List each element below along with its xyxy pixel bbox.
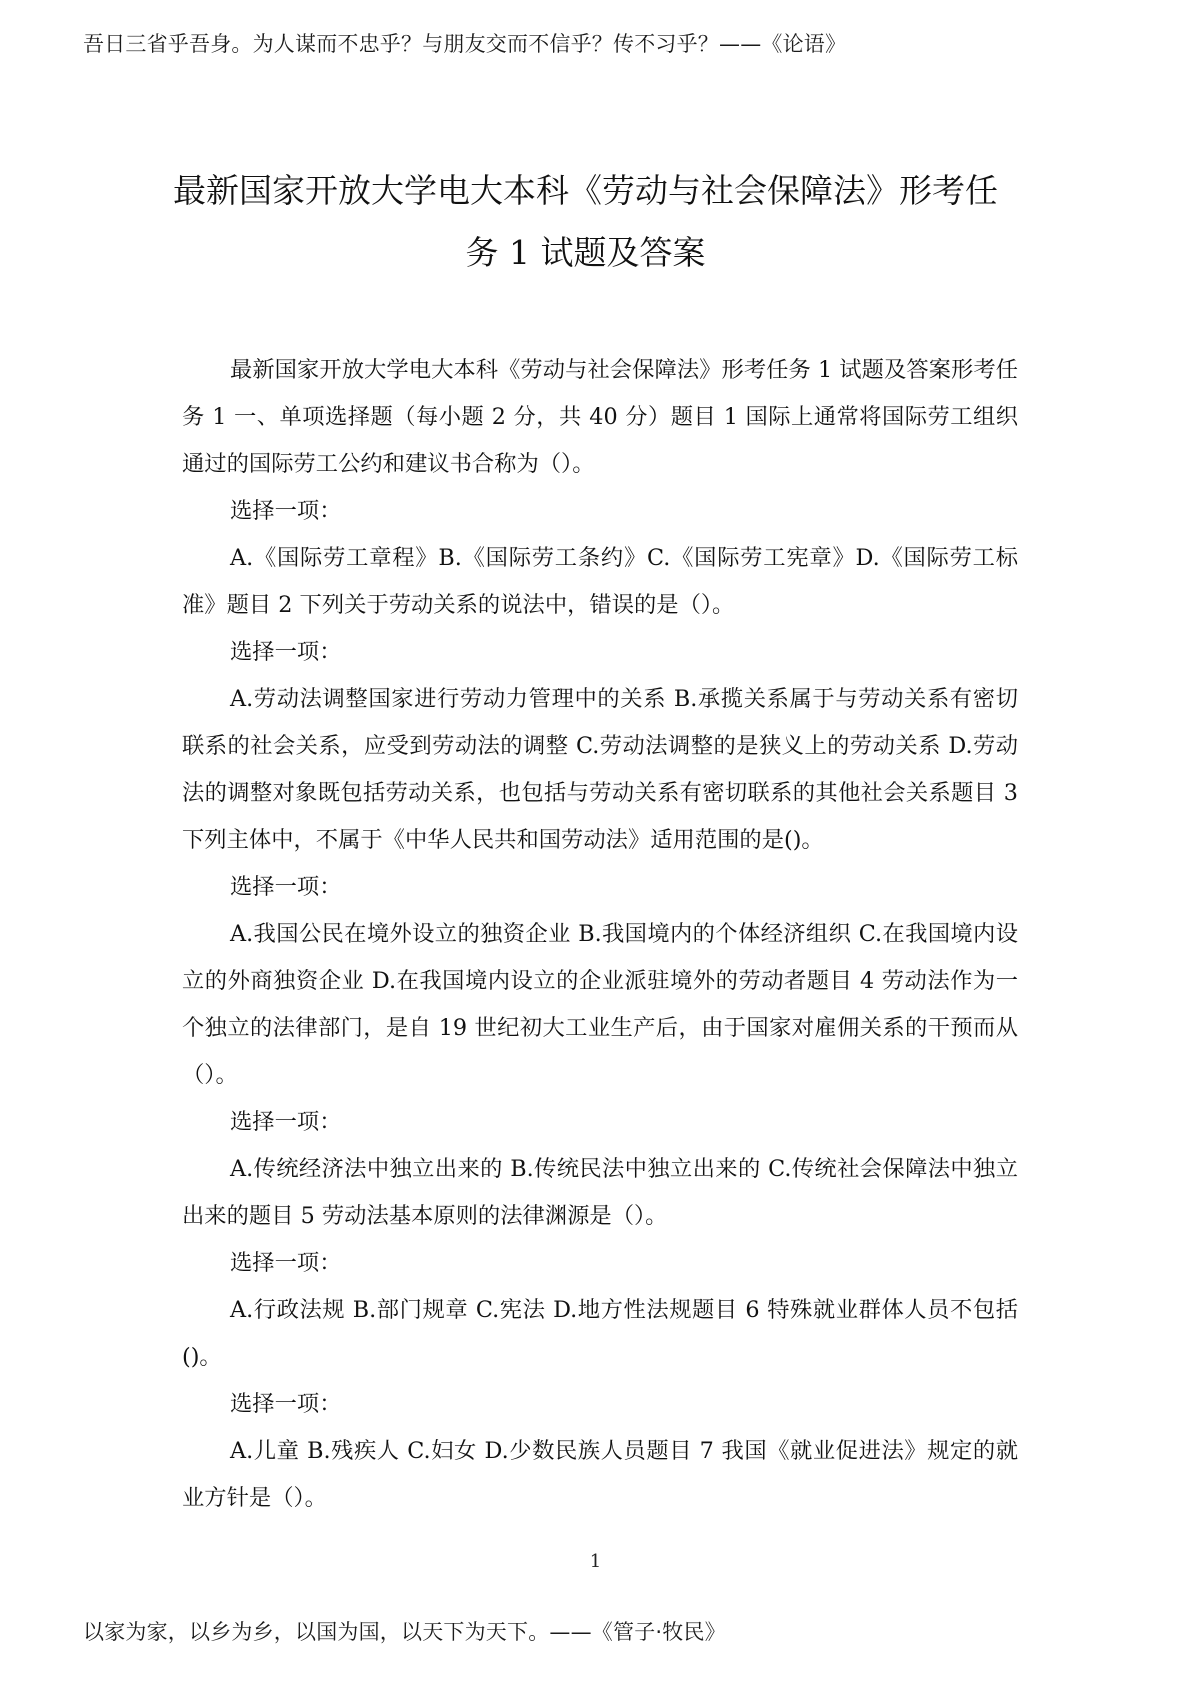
title-line-1: 最新国家开放大学电大本科《劳动与社会保障法》形考任 bbox=[173, 171, 998, 210]
footer-quote: 以家为家，以乡为乡，以国为国，以天下为天下。——《管子·牧民》 bbox=[83, 1620, 726, 1644]
paragraph-options-question-5: A.传统经济法中独立出来的 B.传统民法中独立出来的 C.传统社会保障法中独立出来的题目 5 劳动法基本原则的法律渊源是（）。 bbox=[182, 1156, 1018, 1229]
paragraph-options-question-6: A.行政法规 B.部门规章 C.宪法 D.地方性法规题目 6 特殊就业群体人员不包括()。 bbox=[182, 1297, 1018, 1370]
paragraph-options-question-3: A.劳动法调整国家进行劳动力管理中的关系 B.承揽关系属于与劳动关系有密切联系的社会关系，应受到劳动法的调整 C.劳动法调整的是狭义上的劳动关系 D.劳动法的调整对象既包括劳动关系，也包括与劳动关系有密切联系的其他社会关系题目 3 下列主体中，不属于《中华人民共和国劳动法》适用范围的是()。 bbox=[182, 686, 1018, 853]
select-one-label: 选择一项： bbox=[230, 498, 342, 524]
select-one-label: 选择一项： bbox=[230, 1391, 342, 1417]
paragraph-options-question-4: A.我国公民在境外设立的独资企业 B.我国境内的个体经济组织 C.在我国境内设立的外商独资企业 D.在我国境内设立的企业派驻境外的劳动者题目 4 劳动法作为一个独立的法律部门，是自 19 世纪初大工业生产后，由于国家对雇佣关系的干预而从（）。 bbox=[182, 921, 1018, 1088]
select-one-label: 选择一项： bbox=[230, 639, 342, 665]
select-one-label: 选择一项： bbox=[230, 874, 342, 900]
select-one-label: 选择一项： bbox=[230, 1109, 342, 1135]
paragraph-options-question-2: A.《国际劳工章程》B.《国际劳工条约》C.《国际劳工宪章》D.《国际劳工标准》题目 2 下列关于劳动关系的说法中，错误的是（）。 bbox=[182, 545, 1018, 618]
document-body bbox=[182, 347, 1018, 1522]
paragraph-options-question-7: A.儿童 B.残疾人 C.妇女 D.少数民族人员题目 7 我国《就业促进法》规定的就业方针是（）。 bbox=[182, 1438, 1018, 1511]
select-one-label: 选择一项： bbox=[230, 1250, 342, 1276]
header-quote: 吾日三省乎吾身。为人谋而不忠乎？与朋友交而不信乎？传不习乎？——《论语》 bbox=[83, 32, 847, 56]
title-line-2: 务 1 试题及答案 bbox=[465, 233, 706, 272]
paragraph-intro-question-1: 最新国家开放大学电大本科《劳动与社会保障法》形考任务 1 试题及答案形考任务 1 一、单项选择题（每小题 2 分，共 40 分）题目 1 国际上通常将国际劳工组织通过的国际劳工公约和建议书合称为（）。 bbox=[182, 357, 1018, 477]
document-title bbox=[150, 160, 1021, 284]
page-number: 1 bbox=[589, 1551, 602, 1572]
